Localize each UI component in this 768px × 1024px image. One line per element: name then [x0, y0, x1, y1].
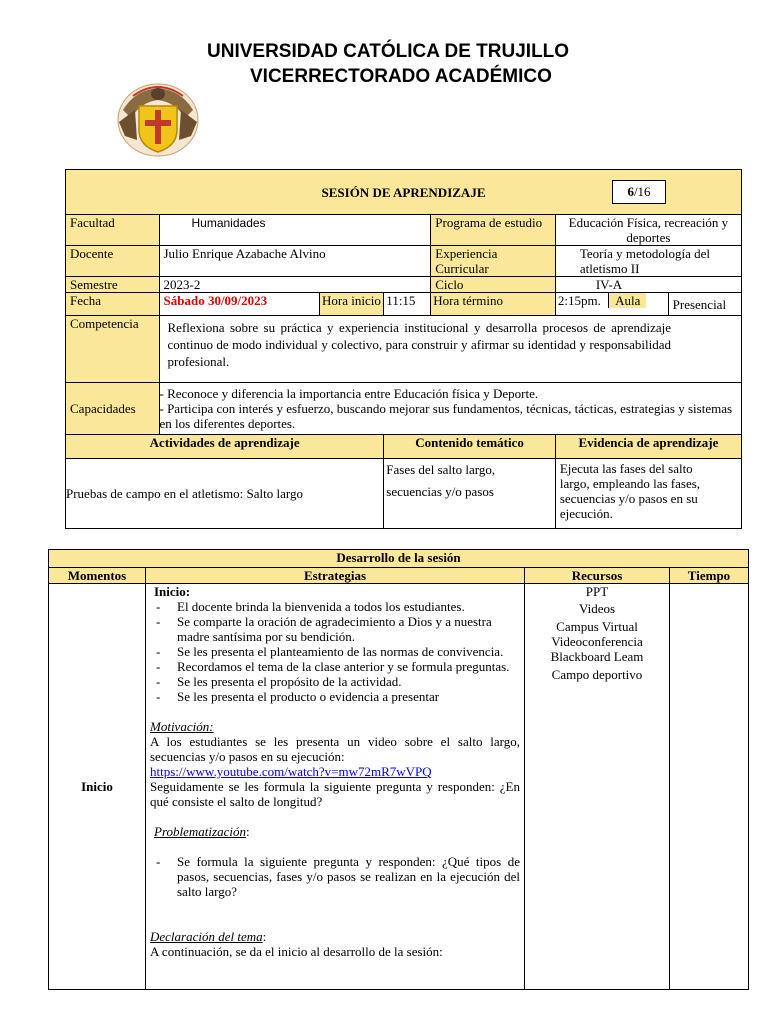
- declaracion-text: A continuación, se da el inicio al desarrollo de la sesión:: [150, 944, 443, 959]
- recursos-cell: [525, 584, 670, 990]
- experiencia-value: Teoría y metodología del atletismo II: [555, 246, 741, 277]
- recurso-item: Blackboard Leam: [550, 649, 644, 664]
- fecha-value: Sábado 30/09/2023: [159, 293, 319, 316]
- recurso-item: Videos: [578, 601, 616, 616]
- recurso-item: Campo deportivo: [551, 667, 643, 682]
- ciclo-value: IV-A: [555, 277, 741, 293]
- col-actividades-header: Actividades de aprendizaje: [66, 435, 384, 459]
- list-item: - Se comparte la oración de agradecimiento a Dios y a nuestra madre santísima por su bendición.: [150, 614, 520, 644]
- motivacion-heading: Motivación:: [150, 719, 214, 734]
- fecha-label: Fecha: [66, 293, 160, 316]
- motivacion-question: Seguidamente se les formula la siguiente pregunta y responden: ¿En qué consiste el salto de longitud?: [150, 779, 520, 809]
- vicerrectorado-title: VICERRECTORADO ACADÉMICO: [250, 66, 552, 87]
- contenido-cell: Fases del salto largo, secuencias y/o pasos: [384, 459, 556, 529]
- ciclo-label: Ciclo: [431, 277, 556, 293]
- list-item: - El docente brinda la bienvenida a todos los estudiantes.: [150, 599, 520, 614]
- university-seal-logo: [115, 80, 201, 160]
- aula-value: Presencial: [668, 293, 741, 316]
- list-item: - Se formula la siguiente pregunta y responden: ¿Qué tipos de pasos, secuencias, fases y/o pasos se realizan en la ejecución del salto largo?: [150, 854, 520, 899]
- list-item: - Se les presenta el planteamiento de las normas de convivencia.: [150, 644, 520, 659]
- problematizacion-list: [150, 854, 520, 899]
- page-number-box: [612, 180, 666, 204]
- aula-label: Aula: [608, 293, 646, 308]
- tiempo-cell: [670, 584, 749, 990]
- capacidad-1: - Reconoce y diferencia la importancia entre Educación física y Deporte.: [159, 386, 539, 401]
- desarrollo-title: Desarrollo de la sesión: [49, 550, 749, 568]
- video-link[interactable]: https://www.youtube.com/watch?v=mw72mR7wVPQ: [150, 764, 432, 779]
- list-item: - Se les presenta el propósito de la actividad.: [150, 674, 520, 689]
- problematizacion-heading: Problematización: [154, 824, 246, 839]
- semestre-value: 2023-2: [159, 277, 431, 293]
- capacidades-label: Capacidades: [66, 383, 160, 435]
- col-estrategias-header: Estrategias: [146, 568, 525, 584]
- semestre-label: Semestre: [66, 277, 160, 293]
- hora-termino-label: Hora término: [431, 293, 556, 316]
- session-title: SESIÓN DE APRENDIZAJE: [66, 170, 742, 215]
- inicio-list: [150, 599, 520, 704]
- actividad-cell: Pruebas de campo en el atletismo: Salto largo: [66, 459, 384, 529]
- page-current: 6: [627, 184, 634, 199]
- session-development-table: [48, 549, 749, 990]
- col-contenido-header: Contenido temático: [384, 435, 556, 459]
- university-name: UNIVERSIDAD CATÓLICA DE TRUJILLO: [207, 41, 570, 62]
- programa-value: Educación Física, recreación y deportes: [555, 215, 741, 246]
- hora-inicio-value: 11:15: [384, 293, 431, 316]
- col-evidencia-header: Evidencia de aprendizaje: [555, 435, 741, 459]
- capacidad-2: - Participa con interés y esfuerzo, buscando mejorar sus fundamentos, técnicas, tácticas, estrategias y sistemas en los diferentes deportes.: [159, 401, 733, 431]
- hora-inicio-label: Hora inicio: [319, 293, 383, 316]
- inicio-heading: Inicio:: [154, 584, 191, 599]
- hora-termino-value: 2:15pm.: [557, 293, 601, 308]
- programa-label: Programa de estudio: [431, 215, 556, 246]
- col-tiempo-header: Tiempo: [670, 568, 749, 584]
- competencia-value: Reflexiona sobre su práctica y experiencia institucional y desarrolla procesos de aprendizaje continuo de modo individual y colectivo, para construir y afirmar su identidad y responsabilidad profesional.: [159, 316, 742, 383]
- col-recursos-header: Recursos: [525, 568, 670, 584]
- recurso-item: Videoconferencia: [551, 634, 643, 649]
- col-momentos-header: Momentos: [49, 568, 146, 584]
- docente-label: Docente: [66, 246, 160, 277]
- motivacion-text: A los estudiantes se les presenta un video sobre el salto largo, secuencias y/o pasos en su ejecución:: [150, 734, 520, 764]
- experiencia-label: Experiencia Curricular: [431, 246, 556, 277]
- docente-value: Julio Enrique Azabache Alvino: [159, 246, 431, 277]
- competencia-label: Competencia: [66, 316, 160, 383]
- momento-inicio: Inicio: [49, 584, 146, 990]
- facultad-value: Humanidades: [191, 216, 266, 230]
- declaracion-heading: Declaración del tema: [150, 929, 263, 944]
- session-info-table: [65, 169, 742, 529]
- facultad-label: Facultad: [66, 215, 160, 246]
- recurso-item: Campus Virtual: [556, 619, 638, 634]
- estrategias-cell: Inicio: - El docente brinda la bienvenida a todos los estudiantes. - Se comparte la oración de agradecimiento a Dios y a nuestra madre santísima por su bendición. - Se les presenta el planteamiento de las normas de convivencia. - Recordamos el tema de la clase anterior y se formula preguntas. - Se les presenta el propósito de la actividad. - Se les presenta el producto o evidencia a presentar Motivación: A los estudiantes se les presenta un video sobre el salto largo, secuencias y/o pasos en su ejecución: https://www.youtube.com/watch?v=mw72mR7wVPQ Seguidamente se les formula la siguiente pregunta y responden: ¿En qué consiste el salto de longitud? Problematización: - Se formula la siguiente pregunta y responden: ¿Qué tipos de pasos, secuencias, fases y/o pasos se realizan en la ejecución del salto largo? Declaración del tema: A continuación, se da el inicio al desarrollo de la sesión:: [146, 584, 525, 990]
- list-item: - Se les presenta el producto o evidencia a presentar: [150, 689, 520, 704]
- page-total: /16: [633, 184, 651, 199]
- evidencia-cell: Ejecuta las fases del salto largo, empleando las fases, secuencias y/o pasos en su ejecución.: [555, 459, 741, 529]
- list-item: - Recordamos el tema de la clase anterior y se formula preguntas.: [150, 659, 520, 674]
- recurso-item: PPT: [585, 584, 609, 599]
